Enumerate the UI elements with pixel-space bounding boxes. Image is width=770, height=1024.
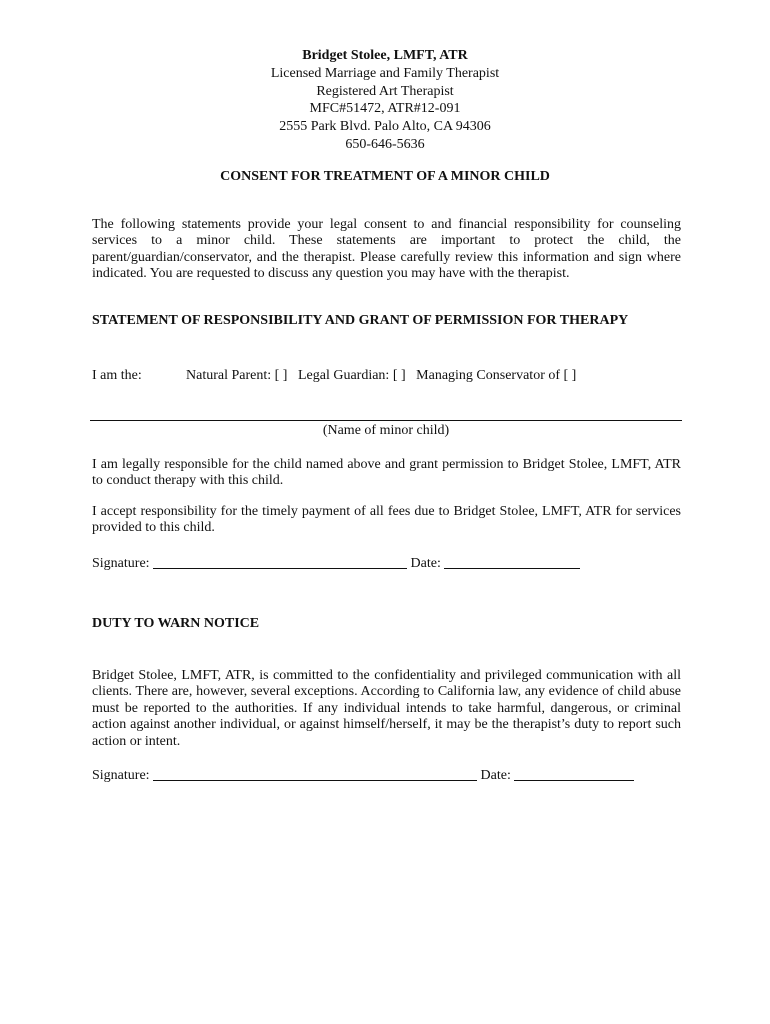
duty-to-warn-heading: DUTY TO WARN NOTICE xyxy=(92,616,260,631)
minor-child-name-field[interactable] xyxy=(90,420,682,421)
managing-conservator-checkbox[interactable]: Managing Conservator of [ ] xyxy=(416,368,577,383)
minor-child-name-caption: (Name of minor child) xyxy=(322,423,450,438)
letterhead xyxy=(0,47,770,154)
license-numbers: MFC#51472, ATR#12-091 xyxy=(309,101,461,117)
signature-field[interactable] xyxy=(153,554,407,569)
document-title: CONSENT FOR TREATMENT OF A MINOR CHILD xyxy=(220,169,550,184)
date-label: Date: xyxy=(410,556,441,571)
signature-row-1 xyxy=(92,552,580,572)
responsibility-heading: STATEMENT OF RESPONSIBILITY AND GRANT OF PERMISSION FOR THERAPY xyxy=(92,313,629,328)
duty-to-warn-paragraph: Bridget Stolee, LMFT, ATR, is committed to the confidentiality and privileged communication with all clients. There are, however, several exceptions. According to California law, any evidence of child abuse must be reported to the authorities. If any individual intends to take harmful, dangerous, or criminal action against another individual, or against himself/herself, it may be the therapist’s duty to report such action or intent. xyxy=(92,668,681,749)
signature-label: Signature: xyxy=(92,768,150,783)
phone-number: 650-646-5636 xyxy=(345,136,425,152)
date-label: Date: xyxy=(480,768,511,783)
natural-parent-checkbox[interactable]: Natural Parent: [ ] xyxy=(186,368,288,383)
signature-field[interactable] xyxy=(153,766,477,781)
legal-responsibility-paragraph: I am legally responsible for the child named above and grant permission to Bridget Stolee, LMFT, ATR to conduct therapy with this child. xyxy=(92,457,681,489)
intro-paragraph: The following statements provide your legal consent to and financial responsibility for counseling services to a minor child. These statements are important to protect the child, the parent/guardian/conservator, and the therapist. Please carefully review this information and sign where indicated. You are requested to discuss any question you may have with the therapist. xyxy=(92,217,681,282)
signature-label: Signature: xyxy=(92,556,150,571)
signature-row-2 xyxy=(92,764,634,784)
art-therapist-title: Registered Art Therapist xyxy=(316,83,454,99)
relationship-options xyxy=(186,368,576,384)
date-field[interactable] xyxy=(514,766,634,781)
therapist-name: Bridget Stolee, LMFT, ATR xyxy=(302,48,468,63)
date-field[interactable] xyxy=(444,554,580,569)
legal-guardian-checkbox[interactable]: Legal Guardian: [ ] xyxy=(297,368,406,383)
address: 2555 Park Blvd. Palo Alto, CA 94306 xyxy=(279,119,491,135)
license-title: Licensed Marriage and Family Therapist xyxy=(270,65,500,81)
i-am-label: I am the: xyxy=(92,368,142,383)
payment-responsibility-paragraph: I accept responsibility for the timely payment of all fees due to Bridget Stolee, LMFT, ATR for services provided to this child. xyxy=(92,504,681,536)
